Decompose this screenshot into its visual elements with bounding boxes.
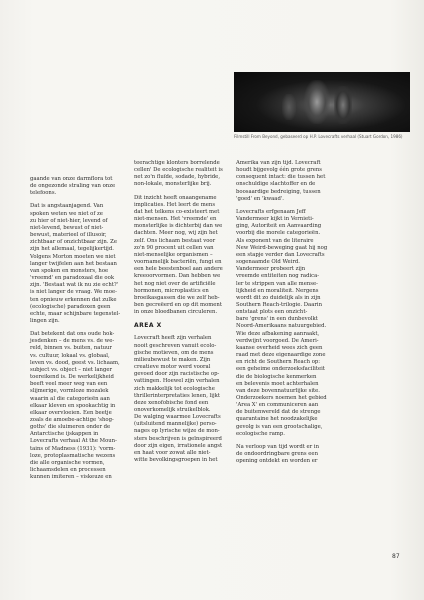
paragraph: teerachtige klonters borrelende cellen' De ecologische realiteit is net zo'n fluïde, sodade, hybride, non-lokale, monsterlijke brij. <box>134 160 223 188</box>
paragraph: Lovecrafts erfgenaam Jeff Vandermeer kijkt in Vernieti- ging, Autoriteit en Aanvaarding voorbij die morele categorieën. Als exponent van de literaire New Weird-beweging gaat hij nog een stapje verder dan Lovecrafts sogenaamde Old Weird. Vandermeer probeert zijn vreemde entiteiten nog radica- ler te strippen van alle mense- lijkheid en moraliteit. Nergens wordt dit zo duidelijk als in zijn Southern Reach-trilogie. Daarin ontstaat plots een onzicht- bare 'grens' in een dunbevolkt Noord-Amerikaans natuurgebied. Wie deze afbakening aanraakt, verdwijnt voorgoed. De Ameri- kaanse overheid wees zich geen raad met deze eigenaardige zone en richt de Southern Reach op: een geheime onderzoeksfaciliteit die de biologische kenmerken en belevenis moet achterhalen van deze bovennatuurlijke site. Onderzoekers noemen het gebied 'Area X' en communiceren aan de buitenwereld dat de strenge quarantaine het noodzakelijke gevolg is van een grootschalige, ecologische ramp. <box>236 208 328 437</box>
photo-caption: Filmstill From Beyond, gebaseerd op H.P. Lovecrafts verhaal (Stuart Gordon, 1986) <box>234 134 403 139</box>
paragraph: Amerika van zijn tijd. Lovecraft houdt bijgevolg één grote grens consequent intact: die tussen het onschuldige slachtoffer en de boosaardige bedreiging, tussen 'goed' en 'kwaad'. <box>236 160 326 202</box>
paragraph: Dit inzicht heeft onaangename implicaties. Het leert de mens dat het telkens co-existeert met niet-mensen. Het 'vreemde' en monsterlijke is dichterbij dan we dachten. Meer nog, wij zijn het zelf. Ons lichaam bestaat voor zo'n 90 procent uit cellen van niet-menselijke organismen – voornamelijk bacteriën, fungi en een hele beestenboel aan andere kreeoorvormen. Dan hebben we het nog niet over de artificiële hormonen, microplastics en broeikasgassen die we zelf heb- ben gecreëerd en op dit moment in onze bloedbanen circuleren. <box>134 194 223 316</box>
paragraph: Dat betekent dat ons oude hok- jesdenken – de mens vs. de we- reld, binnen vs. buiten, natuur vs. cultuur, lokaal vs. globaal, leven vs. dood, geest vs. lichaam, subject vs. object – niet langer toereikend is. De werkelijkheid beeft veel meer weg van een slijmerige, vormloze mozaïek waarin al die categorieën aan elkaar kleven en spookachtig in elkaar overvloeien. Een beetje zoals de amoebe-achtige 'shog- goths' die sluimeren onder de Antarctische ijskappen in Lovecrafts verhaal At the Moun- tains of Madness (1931): 'vorm- loze, protoplasmatische wezens die alle organische vormen, lichaamsdelen en processen kunnen imiteren – viskeuze en <box>30 331 120 481</box>
paragraph: Dat is angstaanjagend. Van spoken weten we niet of ze zu hier of niet-hier, levend of niet-levend, bewust of niet- bewust, materieel of illusoir, zichtbaar of onzichtbaar zijn. Ze zijn het allemaal, tegelijkertijd. Volgens Morton moeten we niet langer twijfelen aan het bestaan van spoken en monsters, hoe 'vreemd' en paradoxaal die ook zijn. 'Bestaat wat ik nu zie echt?' is niet langer de vraag. We moe- ten opnieuw erkennen dat zulke (ecologische) paradoxen geen echte, maar schijnbare tegenstel- lingen zijn. <box>30 203 121 324</box>
paragraph: Lovecraft heeft zijn verhalen nooit geschreven vanuit ecolo- gische motieven, om de mens milieubewust te maken. Zijn creatieve motor werd vooral gevoed door zijn racistische op- vattingen. Hoewel zijn verhalen zich makkelijk tot ecologische thrillerinterpretaties lenen, lijkt deze xenofobische fond een onoverkomelijk struikelblok. De walging waarmee Lovecrafts (uitsluitend mannelijke) perso- nages op lyrische wijze de mon- sters beschrijven is geïnspireerd door zijn eigen, irrationele angst en haat voor zowat alle niet- witte bevolkingsgroepen in het <box>134 335 223 464</box>
text-column-2 <box>134 160 234 470</box>
photo-highlight <box>304 80 330 124</box>
photo-highlight <box>334 86 352 124</box>
film-still-photo <box>234 72 410 132</box>
paragraph: gaande van onze darmflora tot de ongezonde straling van onze telefoons. <box>30 176 116 197</box>
text-column-1 <box>30 176 130 487</box>
page-number: 87 <box>392 553 400 560</box>
paragraph: Na verloop van tijd wordt er in de ondoordringbare grens een opening ontdekt en worden er <box>236 443 319 465</box>
section-heading: AREA X <box>134 322 162 330</box>
text-column-3 <box>236 160 338 471</box>
photo-highlight <box>282 94 296 120</box>
